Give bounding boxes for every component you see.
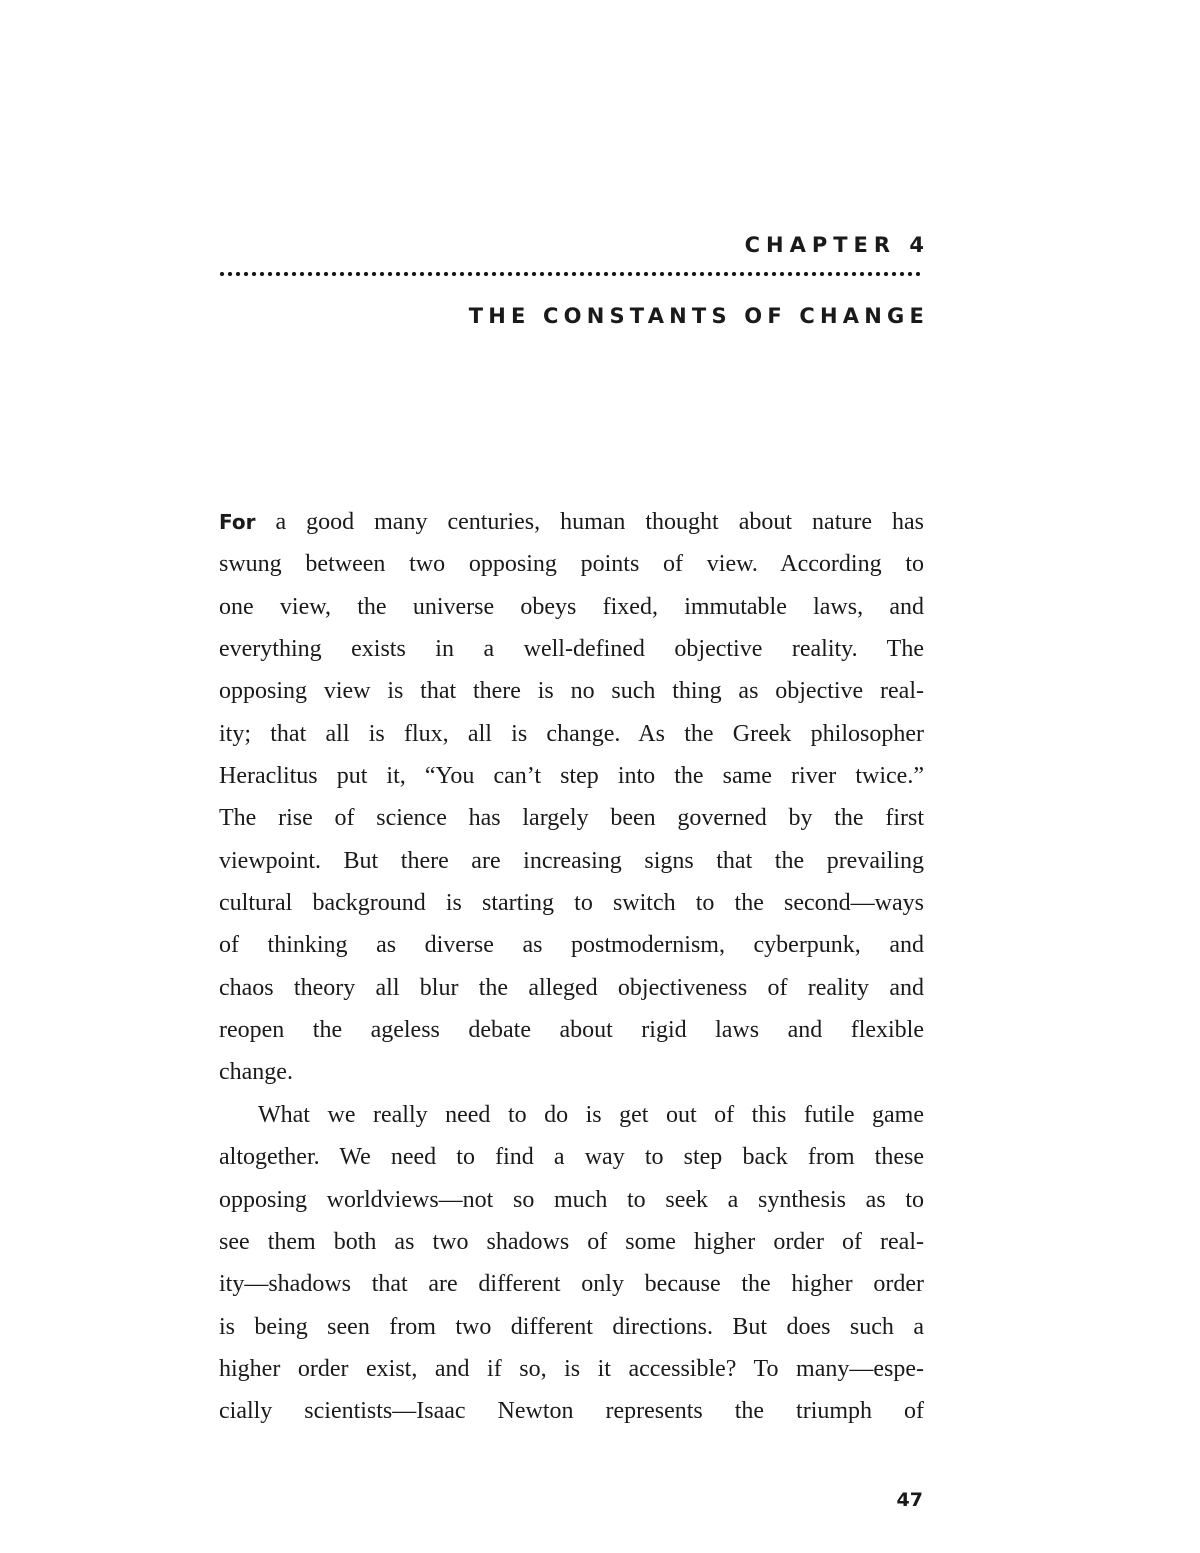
paragraph-1-line: cultural background is starting to switch to the second—ways bbox=[219, 890, 924, 917]
paragraph-1-line-1 bbox=[219, 501, 924, 543]
chapter-label: CHAPTER 4 bbox=[744, 233, 930, 257]
paragraph-1-line: opposing view is that there is no such thing as objective real- bbox=[219, 678, 924, 705]
paragraph-1-line-1-rest: a good many centuries, human thought about nature has bbox=[255, 509, 924, 535]
page-number: 47 bbox=[896, 1489, 923, 1511]
paragraph-1-line: swung between two opposing points of view. According to bbox=[219, 551, 924, 578]
paragraph-1-line: viewpoint. But there are increasing signs that the prevailing bbox=[219, 847, 924, 874]
paragraph-1-line: one view, the universe obeys fixed, immutable laws, and bbox=[219, 593, 924, 620]
lead-in-word: For bbox=[219, 510, 256, 534]
paragraph-1-line: reopen the ageless debate about rigid laws and flexible bbox=[219, 1017, 924, 1044]
dotted-rule bbox=[218, 270, 924, 280]
paragraph-1-line: chaos theory all blur the alleged objectiveness of reality and bbox=[219, 974, 924, 1001]
paragraph-2-line: altogether. We need to find a way to step back from these bbox=[219, 1144, 924, 1171]
paragraph-2-line: ity—shadows that are different only because the higher order bbox=[219, 1271, 924, 1298]
paragraph-2-line: cially scientists—Isaac Newton represents the triumph of bbox=[219, 1398, 924, 1425]
body-text bbox=[219, 501, 924, 1433]
paragraph-1-line: change. bbox=[219, 1059, 293, 1086]
paragraph-2-line: see them both as two shadows of some higher order of real- bbox=[219, 1228, 924, 1255]
paragraph-1-line: of thinking as diverse as postmodernism, cyberpunk, and bbox=[219, 932, 924, 959]
paragraph-2-line: What we really need to do is get out of this futile game bbox=[258, 1101, 924, 1128]
paragraph-1-line: everything exists in a well-defined objective reality. The bbox=[219, 636, 924, 663]
paragraph-2-line: opposing worldviews—not so much to seek a synthesis as to bbox=[219, 1186, 924, 1213]
paragraph-1-line: ity; that all is flux, all is change. As the Greek philosopher bbox=[219, 720, 924, 747]
paragraph-1-line: The rise of science has largely been governed by the first bbox=[219, 805, 924, 832]
paragraph-2-line: is being seen from two different directions. But does such a bbox=[219, 1313, 924, 1340]
paragraph-1-line: Heraclitus put it, “You can’t step into the same river twice.” bbox=[219, 763, 924, 790]
chapter-title: THE CONSTANTS OF CHANGE bbox=[468, 304, 929, 328]
paragraph-2-line: higher order exist, and if so, is it accessible? To many—espe- bbox=[219, 1355, 924, 1382]
